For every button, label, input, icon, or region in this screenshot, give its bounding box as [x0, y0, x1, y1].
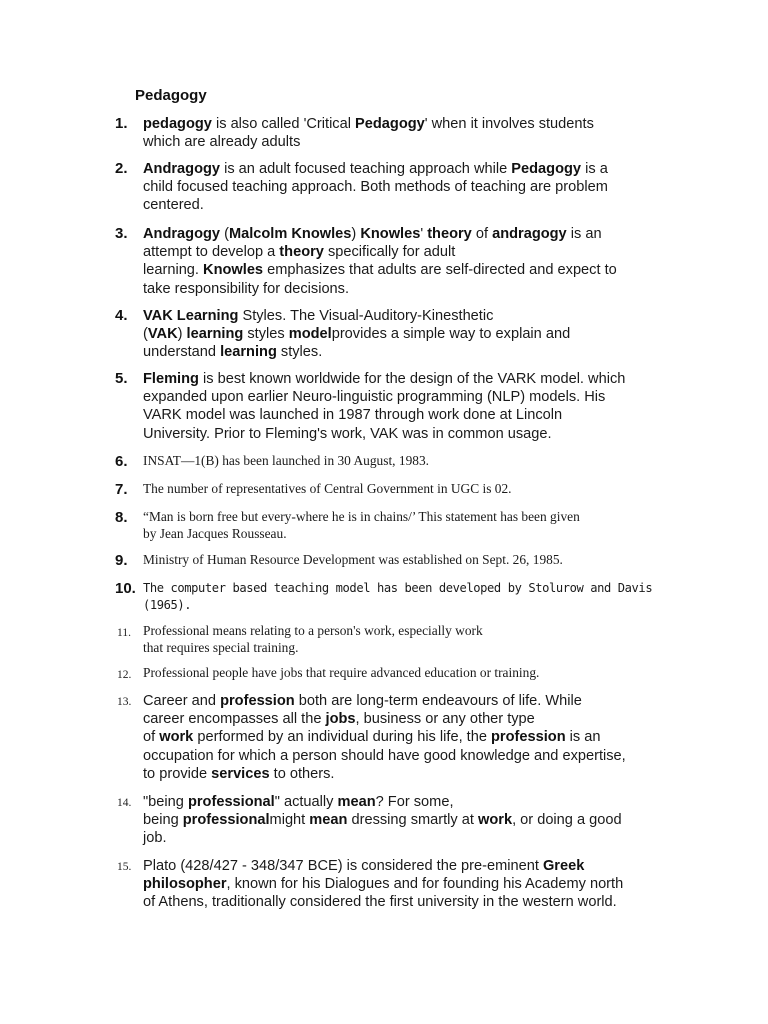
item-number: 6.: [115, 453, 128, 470]
text-run: that requires special training.: [143, 639, 299, 655]
text-line: [143, 875, 658, 893]
text-run: ): [177, 326, 187, 343]
text-run: (1965).: [143, 597, 192, 612]
text-run: is best known worldwide for the design of the VARK model. which: [198, 371, 626, 387]
text-line: [143, 597, 658, 614]
text-run: Plato (428/427 - 348/347 BCE) is considered the pre-eminent: [143, 858, 543, 874]
text-run: occupation for which a person should have good knowledge and expertise,: [143, 747, 626, 764]
text-line: [143, 115, 658, 133]
text-line: [143, 370, 658, 388]
item-text: [143, 552, 658, 569]
bold-term: model: [288, 326, 332, 343]
text-line: [143, 243, 658, 261]
text-run: styles: [243, 326, 289, 343]
text-run: is also called 'Critical: [211, 116, 356, 132]
bold-term: Greek: [542, 858, 585, 874]
text-line: [143, 692, 658, 710]
item-text: [143, 115, 658, 151]
item-text: [143, 509, 658, 542]
item-text: [143, 225, 658, 298]
text-run: , known for his Dialogues and for founding his Academy north: [226, 876, 624, 893]
bold-term: learning: [220, 344, 277, 361]
bold-term: Malcolm Knowles: [228, 226, 352, 242]
bold-term: VAK: [147, 326, 178, 343]
bold-term: jobs: [325, 711, 356, 728]
text-run: performed by an individual during his life, the: [193, 729, 492, 746]
text-run: Professional people have jobs that require advanced education or training.: [143, 665, 540, 680]
text-run: The computer based teaching model has been developed by Stolurow and Davis: [143, 581, 653, 595]
text-run: The number of representatives of Central Government in UGC is 02.: [143, 481, 512, 496]
text-line: [143, 307, 658, 325]
text-run: of: [143, 729, 160, 746]
text-line: [143, 481, 658, 498]
text-run: attempt to develop a: [143, 244, 280, 261]
text-line: [143, 160, 658, 178]
bold-term: philosopher: [143, 876, 227, 893]
item-number: 3.: [115, 225, 128, 242]
text-line: [143, 196, 658, 214]
bold-term: learning: [186, 326, 244, 343]
text-line: [143, 509, 658, 526]
bold-term: services: [211, 765, 270, 782]
text-run: is an adult focused teaching approach while: [220, 161, 512, 177]
item-text: [143, 481, 658, 498]
item-text: [143, 453, 658, 470]
bold-term: Pedagogy: [511, 161, 582, 177]
text-line: [143, 178, 658, 196]
text-run: Styles. The Visual-Auditory-Kinesthetic: [238, 308, 494, 324]
text-run: styles.: [276, 344, 323, 361]
bold-term: mean: [309, 812, 348, 829]
text-run: ' when it involves students: [424, 116, 594, 132]
text-line: [143, 133, 658, 151]
text-line: [143, 388, 658, 406]
text-run: ? For some,: [375, 794, 454, 810]
item-number: 1.: [115, 115, 128, 132]
text-run: is a: [581, 161, 608, 177]
bold-term: profession: [220, 693, 295, 709]
text-line: [143, 765, 658, 783]
text-run: being: [143, 812, 183, 829]
item-number: 9.: [115, 552, 128, 569]
item-number: 11.: [117, 627, 131, 639]
text-run: ': [420, 226, 428, 242]
text-run: Ministry of Human Resource Development was established on Sept. 26, 1985.: [143, 552, 563, 567]
item-number: 10.: [115, 580, 136, 597]
bold-term: work: [159, 729, 194, 746]
bold-term: Pedagogy: [355, 116, 425, 132]
text-run: learning.: [143, 262, 204, 279]
text-run: understand: [143, 344, 221, 361]
text-line: [143, 811, 658, 829]
item-text: [143, 793, 658, 848]
text-run: both are long-term endeavours of life. While: [294, 693, 582, 709]
text-line: [143, 526, 658, 543]
item-text: [143, 370, 658, 443]
text-run: take responsibility for decisions.: [143, 280, 350, 297]
text-run: “Man is born free but every-where he is in chains/’ This statement has been given: [143, 509, 580, 524]
text-run: is an: [566, 226, 602, 242]
text-run: to others.: [269, 765, 335, 782]
item-number: 4.: [115, 307, 128, 324]
item-text: [143, 623, 658, 656]
bold-term: work: [478, 812, 513, 829]
item-number: 2.: [115, 160, 128, 177]
bold-term: Andragogy: [143, 161, 221, 177]
text-run: (: [143, 326, 148, 343]
text-line: [143, 343, 658, 361]
text-run: dressing smartly at: [347, 812, 478, 829]
text-line: [143, 623, 658, 640]
item-number: 13.: [117, 696, 132, 708]
bold-term: Knowles: [203, 262, 264, 279]
bold-term: professional: [182, 812, 270, 829]
text-line: [143, 425, 658, 443]
text-line: [143, 893, 658, 911]
bold-term: Knowles: [360, 226, 421, 242]
text-run: VARK model was launched in 1987 through work done at Lincoln: [143, 407, 563, 424]
text-run: job.: [143, 830, 167, 847]
text-line: [143, 552, 658, 569]
bold-term: Fleming: [143, 371, 199, 387]
text-line: [143, 580, 658, 597]
item-text: [143, 307, 658, 362]
text-run: ): [351, 226, 361, 242]
text-run: Career and: [143, 693, 221, 709]
item-number: 5.: [115, 370, 128, 387]
bold-term: profession: [491, 729, 566, 746]
text-run: , or doing a good: [512, 812, 622, 829]
bold-term: mean: [337, 794, 376, 810]
text-run: of Athens, traditionally considered the first university in the western world.: [143, 894, 617, 911]
item-text: [143, 692, 658, 783]
text-line: [143, 640, 658, 657]
bold-term: professional: [187, 794, 275, 810]
text-line: [143, 665, 658, 682]
text-run: might: [269, 812, 310, 829]
text-run: specifically for adult: [323, 244, 456, 261]
text-run: is an: [565, 729, 601, 746]
text-line: [143, 829, 658, 847]
text-line: [143, 325, 658, 343]
item-number: 8.: [115, 509, 128, 526]
item-text: [143, 580, 658, 613]
item-number: 7.: [115, 481, 128, 498]
text-run: to provide: [143, 765, 212, 782]
text-run: by Jean Jacques Rousseau.: [143, 525, 287, 541]
page-title: Pedagogy: [135, 87, 207, 104]
text-run: University. Prior to Fleming's work, VAK was in common usage.: [143, 425, 552, 442]
text-run: (: [220, 226, 229, 242]
text-run: which are already adults: [143, 134, 301, 151]
text-line: [143, 728, 658, 746]
text-line: [143, 280, 658, 298]
text-line: [143, 857, 658, 875]
text-run: Professional means relating to a person's work, especially work: [143, 623, 483, 638]
bold-term: VAK Learning: [143, 308, 239, 324]
bold-term: andragogy: [492, 226, 567, 242]
text-run: expanded upon earlier Neuro-linguistic programming (NLP) models. His: [143, 389, 606, 406]
bold-term: Andragogy: [143, 226, 221, 242]
text-run: of: [471, 226, 493, 242]
text-run: "being: [143, 794, 188, 810]
text-run: provides a simple way to explain and: [331, 326, 571, 343]
item-number: 12.: [117, 669, 132, 681]
text-run: " actually: [274, 794, 338, 810]
item-text: [143, 857, 658, 912]
text-line: [143, 710, 658, 728]
bold-term: theory: [427, 226, 472, 242]
text-line: [143, 747, 658, 765]
item-text: [143, 160, 658, 215]
text-run: emphasizes that adults are self-directed and expect to: [263, 262, 617, 279]
bold-term: pedagogy: [143, 116, 212, 132]
text-line: [143, 453, 658, 470]
item-number: 15.: [117, 861, 132, 873]
text-run: , business or any other type: [355, 711, 535, 728]
text-line: [143, 261, 658, 279]
text-line: [143, 225, 658, 243]
text-line: [143, 406, 658, 424]
item-number: 14.: [117, 797, 132, 809]
text-run: child focused teaching approach. Both methods of teaching are problem: [143, 179, 608, 196]
item-text: [143, 665, 658, 682]
text-line: [143, 793, 658, 811]
text-run: INSAT—1(B) has been launched in 30 August, 1983.: [143, 453, 430, 468]
text-run: centered.: [143, 197, 204, 214]
text-run: career encompasses all the: [143, 711, 326, 728]
bold-term: theory: [279, 244, 324, 261]
